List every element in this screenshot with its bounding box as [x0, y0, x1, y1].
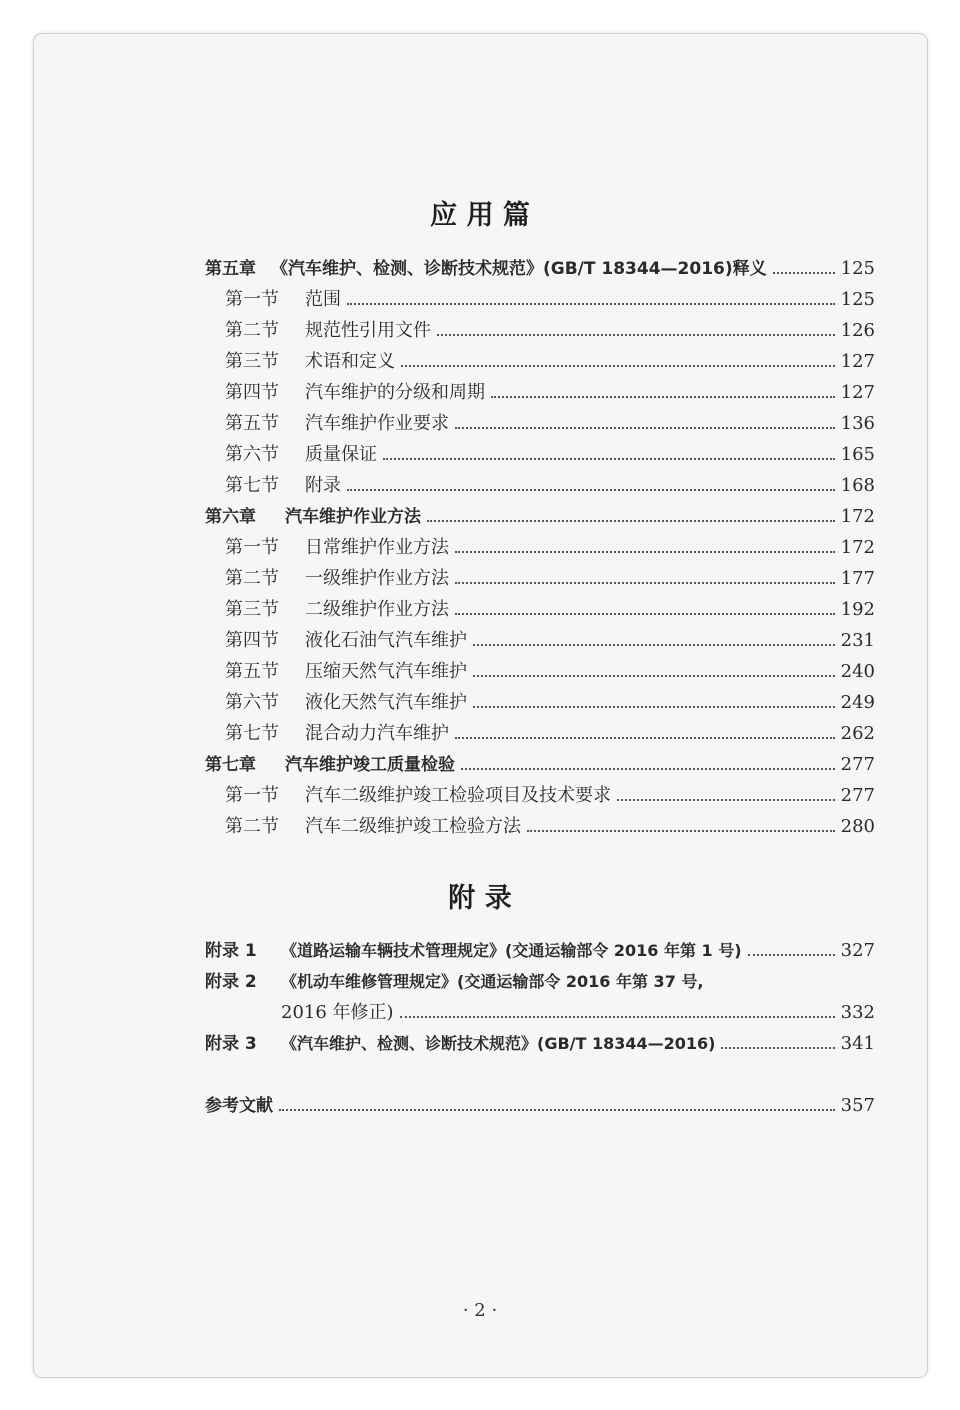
- dot-leader: [748, 940, 835, 956]
- page-number: 262: [840, 723, 875, 744]
- section-title: 术语和定义: [305, 351, 395, 372]
- section-number: 第六节: [225, 692, 279, 713]
- page-number: 172: [840, 506, 875, 527]
- appendix-title-continued: 2016 年修正): [281, 1002, 394, 1023]
- section-number: 第四节: [225, 630, 279, 651]
- section-number: 第三节: [225, 599, 279, 620]
- dot-leader: [427, 506, 835, 522]
- chapter-number: 第七章: [205, 755, 256, 775]
- toc-section[interactable]: [225, 785, 875, 809]
- dot-leader: [617, 785, 835, 801]
- page-number: 172: [840, 537, 875, 558]
- page-number: 125: [840, 289, 875, 310]
- section-number: 第五节: [225, 413, 279, 434]
- toc-section[interactable]: [225, 320, 875, 344]
- toc-section[interactable]: [225, 568, 875, 592]
- section-title: 液化石油气汽车维护: [305, 630, 467, 651]
- chapter-number: 第六章: [205, 507, 256, 527]
- dot-leader: [455, 599, 835, 615]
- page-number: 327: [840, 940, 875, 961]
- references-title: 参考文献: [205, 1096, 273, 1116]
- section-number: 第三节: [225, 351, 279, 372]
- section-number: 第七节: [225, 723, 279, 744]
- chapter-title: 《汽车维护、检测、诊断技术规范》(GB/T 18344—2016)释义: [271, 259, 767, 279]
- section-number: 第五节: [225, 661, 279, 682]
- toc-section[interactable]: [225, 599, 875, 623]
- toc-appendix-1[interactable]: [205, 940, 875, 964]
- toc-section[interactable]: [225, 444, 875, 468]
- section-number: 第一节: [225, 785, 279, 806]
- page-number: 127: [840, 351, 875, 372]
- dot-leader: [455, 723, 835, 739]
- toc-chapter-7[interactable]: [205, 754, 875, 778]
- page-number: 240: [840, 661, 875, 682]
- dot-leader: [527, 816, 835, 832]
- appendix-number: 附录 1: [205, 941, 257, 961]
- dot-leader: [401, 351, 835, 367]
- section-title: 范围: [305, 289, 341, 310]
- page-number: 357: [840, 1095, 875, 1116]
- section-title: 汽车维护作业要求: [305, 413, 449, 434]
- toc-section[interactable]: [225, 630, 875, 654]
- appendix-number: 附录 3: [205, 1034, 257, 1054]
- section-title: 汽车二级维护竣工检验项目及技术要求: [305, 785, 611, 806]
- section-title: 液化天然气汽车维护: [305, 692, 467, 713]
- appendix-title-text: 《道路运输车辆技术管理规定》(交通运输部令 2016 年第 1 号): [281, 941, 742, 960]
- toc-section[interactable]: [225, 289, 875, 313]
- page-number: 127: [840, 382, 875, 403]
- section-number: 第二节: [225, 816, 279, 837]
- dot-leader: [455, 537, 835, 553]
- appendix-number: 附录 2: [205, 972, 257, 992]
- section-number: 第四节: [225, 382, 279, 403]
- dot-leader: [347, 475, 835, 491]
- page-number: 126: [840, 320, 875, 341]
- section-title: 二级维护作业方法: [305, 599, 449, 620]
- page-number: 168: [840, 475, 875, 496]
- section-title: 规范性引用文件: [305, 320, 431, 341]
- page-number: 231: [840, 630, 875, 651]
- dot-leader: [437, 320, 835, 336]
- dot-leader: [491, 382, 835, 398]
- toc-section[interactable]: [225, 413, 875, 437]
- section-title: 混合动力汽车维护: [305, 723, 449, 744]
- toc-appendix-3[interactable]: [205, 1033, 875, 1057]
- appendix-title-text: 《汽车维护、检测、诊断技术规范》(GB/T 18344—2016): [281, 1034, 716, 1053]
- dot-leader: [473, 630, 835, 646]
- toc-section[interactable]: [225, 661, 875, 685]
- toc-chapter-5[interactable]: [205, 258, 875, 282]
- toc-appendix-2[interactable]: [205, 971, 875, 995]
- page-number: 332: [840, 1002, 875, 1023]
- dot-leader: [721, 1033, 834, 1049]
- section-title: 汽车二级维护竣工检验方法: [305, 816, 521, 837]
- section-title: 压缩天然气汽车维护: [305, 661, 467, 682]
- dot-leader: [473, 692, 835, 708]
- dot-leader: [383, 444, 835, 460]
- chapter-number: 第五章: [205, 259, 256, 279]
- dot-leader: [461, 754, 835, 770]
- section-title: 附录: [305, 475, 341, 496]
- section-number: 第七节: [225, 475, 279, 496]
- page-number: 136: [840, 413, 875, 434]
- section-number: 第二节: [225, 320, 279, 341]
- toc-section[interactable]: [225, 351, 875, 375]
- section-title: 质量保证: [305, 444, 377, 465]
- chapter-title: 汽车维护竣工质量检验: [285, 755, 455, 775]
- dot-leader: [455, 568, 835, 584]
- toc-appendix-2-cont[interactable]: [281, 1002, 875, 1026]
- page-number: 249: [840, 692, 875, 713]
- section-number: 第一节: [225, 537, 279, 558]
- toc-section[interactable]: [225, 723, 875, 747]
- page-number: 192: [840, 599, 875, 620]
- dot-leader: [279, 1095, 835, 1111]
- page-number: 165: [840, 444, 875, 465]
- page-number: 277: [840, 754, 875, 775]
- toc-references[interactable]: [205, 1095, 875, 1119]
- page-number: 177: [840, 568, 875, 589]
- section-title: 日常维护作业方法: [305, 537, 449, 558]
- chapter-title: 汽车维护作业方法: [285, 507, 421, 527]
- toc-section[interactable]: [225, 475, 875, 499]
- section-number: 第二节: [225, 568, 279, 589]
- page-number: 341: [840, 1033, 875, 1054]
- toc-section[interactable]: [225, 692, 875, 716]
- toc-chapter-6[interactable]: [205, 506, 875, 530]
- appendix-title-text: 《机动车维修管理规定》(交通运输部令 2016 年第 37 号,: [281, 972, 704, 991]
- dot-leader: [473, 661, 835, 677]
- dot-leader: [400, 1002, 835, 1018]
- page-number: 280: [840, 816, 875, 837]
- part-title: 应 用 篇: [430, 200, 530, 231]
- toc-section[interactable]: [225, 816, 875, 840]
- appendix-title: 附 录: [448, 883, 512, 914]
- page-footer-number: · 2 ·: [462, 1300, 498, 1321]
- section-number: 第一节: [225, 289, 279, 310]
- dot-leader: [773, 258, 835, 274]
- toc-section[interactable]: [225, 382, 875, 406]
- section-title: 一级维护作业方法: [305, 568, 449, 589]
- page-number: 277: [840, 785, 875, 806]
- dot-leader: [455, 413, 835, 429]
- toc-section[interactable]: [225, 537, 875, 561]
- section-number: 第六节: [225, 444, 279, 465]
- dot-leader: [347, 289, 835, 305]
- section-title: 汽车维护的分级和周期: [305, 382, 485, 403]
- page-number: 125: [840, 258, 875, 279]
